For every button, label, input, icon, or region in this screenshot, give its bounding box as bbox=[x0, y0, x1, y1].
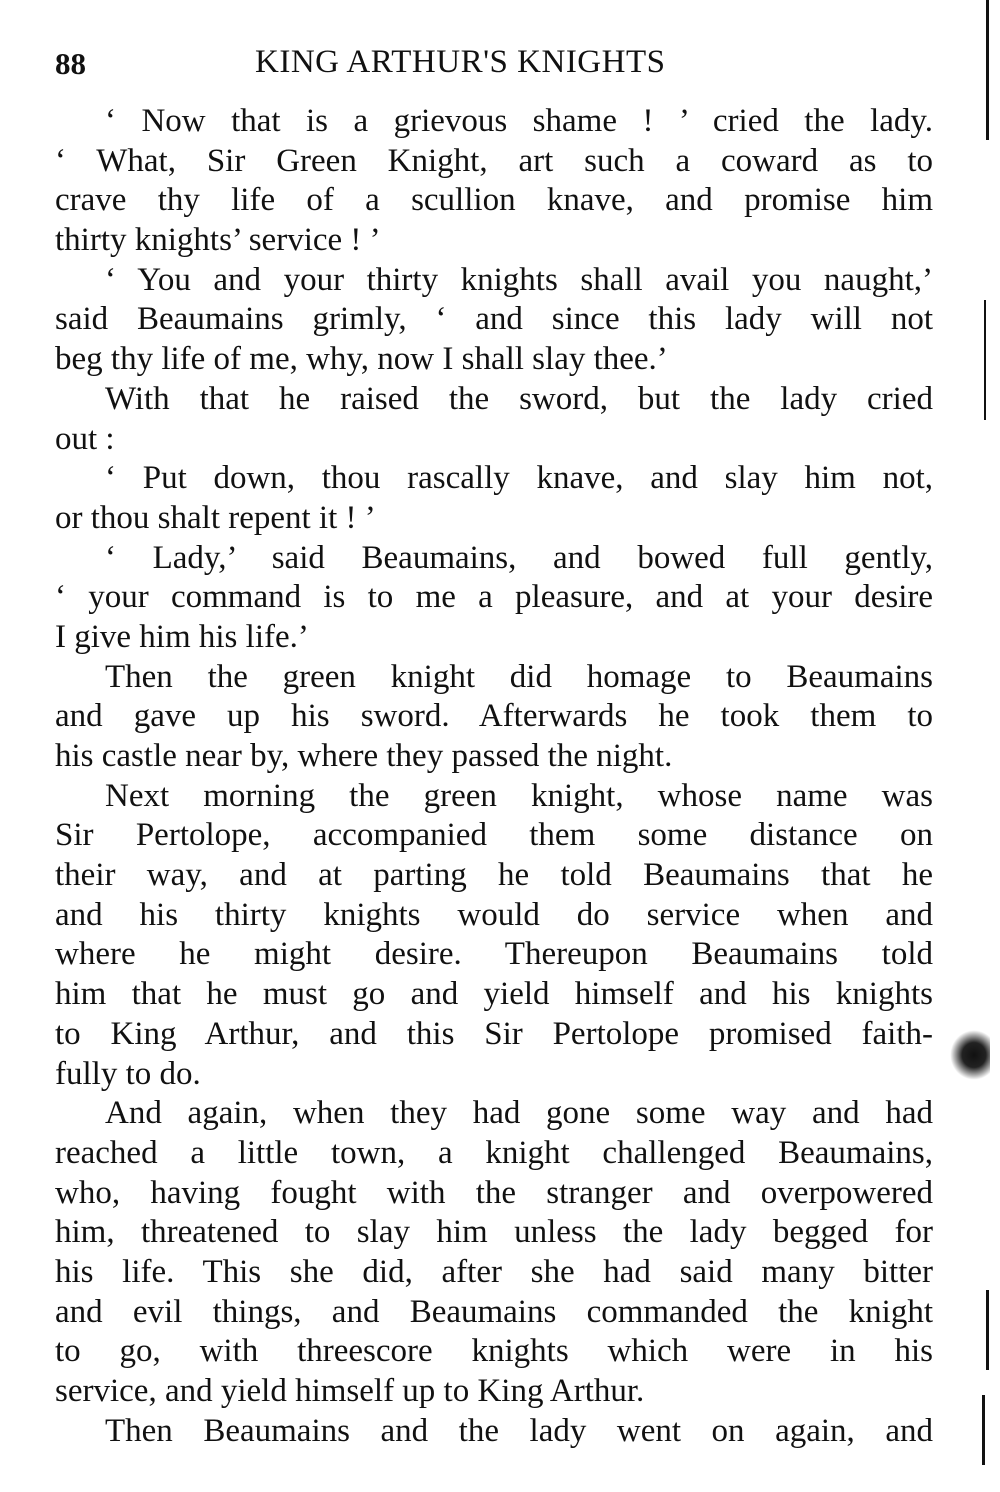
text-line: his castle near by, where they passed the night. bbox=[55, 738, 673, 774]
text-line: where he might desire. Thereupon Beaumains told bbox=[55, 936, 933, 973]
page-edge-shadow bbox=[986, 0, 989, 140]
text-line: And again, when they had gone some way and had bbox=[105, 1095, 933, 1132]
text-line: fully to do. bbox=[55, 1055, 201, 1092]
running-head: KING ARTHUR'S KNIGHTS bbox=[255, 44, 666, 80]
page-edge-shadow bbox=[984, 300, 986, 420]
text-line: thirty knights’ service ! ’ bbox=[55, 222, 381, 259]
page-edge-shadow bbox=[982, 1395, 985, 1465]
text-line: Next morning the green knight, whose name was bbox=[105, 777, 933, 814]
text-line: ‘ You and your thirty knights shall avail you naught,’ bbox=[105, 261, 933, 298]
text-line: ‘ your command is to me a pleasure, and at your desire bbox=[55, 579, 933, 616]
page-header bbox=[55, 40, 935, 84]
text-line: service, and yield himself up to King Arthur. bbox=[55, 1373, 645, 1409]
text-line: beg thy life of me, why, now I shall slay thee.’ bbox=[55, 341, 668, 378]
text-line: who, having fought with the stranger and overpowered bbox=[55, 1174, 933, 1211]
text-line: and evil things, and Beaumains commanded the knight bbox=[55, 1293, 933, 1330]
text-line: Then the green knight did homage to Beaumains bbox=[105, 658, 933, 695]
text-line: to King Arthur, and this Sir Pertolope promised faith- bbox=[55, 1015, 933, 1052]
text-line: I give him his life.’ bbox=[55, 618, 309, 655]
text-line: ‘ What, Sir Green Knight, art such a coward as to bbox=[55, 142, 933, 179]
text-line: and his thirty knights would do service when and bbox=[55, 896, 933, 933]
text-line: ‘ Put down, thou rascally knave, and slay him not, bbox=[105, 460, 933, 497]
text-line: reached a little town, a knight challenged Beaumains, bbox=[55, 1134, 933, 1171]
text-line: his life. This she did, after she had said many bitter bbox=[55, 1253, 933, 1290]
text-line: or thou shalt repent it ! ’ bbox=[55, 499, 376, 536]
text-line: crave thy life of a scullion knave, and promise him bbox=[55, 182, 933, 219]
text-line: him that he must go and yield himself and his knights bbox=[55, 976, 933, 1013]
text-line: With that he raised the sword, but the lady cried bbox=[105, 380, 933, 417]
body-text bbox=[55, 102, 933, 1451]
page-edge-shadow bbox=[986, 1290, 989, 1370]
page-number: 88 bbox=[55, 46, 86, 81]
text-line: their way, and at parting he told Beaumains that he bbox=[55, 857, 933, 894]
text-line: ‘ Now that is a grievous shame ! ’ cried the lady. bbox=[105, 103, 933, 139]
text-line: said Beaumains grimly, ‘ and since this lady will not bbox=[55, 301, 933, 338]
ink-smudge bbox=[950, 1030, 990, 1080]
text-line: ‘ Lady,’ said Beaumains, and bowed full gently, bbox=[105, 539, 933, 576]
text-line: to go, with threescore knights which were in his bbox=[55, 1333, 933, 1370]
text-line: Then Beaumains and the lady went on again, and bbox=[105, 1412, 933, 1449]
text-line: out : bbox=[55, 420, 115, 457]
text-line: Sir Pertolope, accompanied them some distance on bbox=[55, 817, 933, 854]
text-line: and gave up his sword. Afterwards he took them to bbox=[55, 698, 933, 735]
text-line: him, threatened to slay him unless the lady begged for bbox=[55, 1214, 933, 1251]
